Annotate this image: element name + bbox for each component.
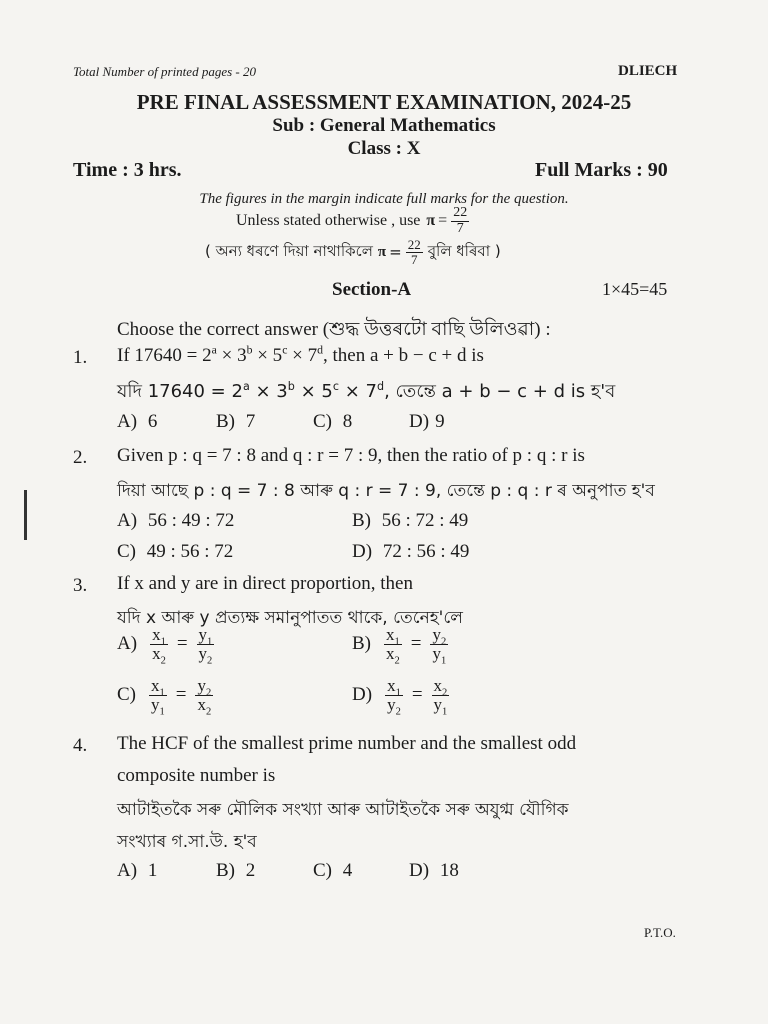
pi-instruction-en-text: Unless stated otherwise , use	[236, 212, 421, 230]
question-2-option-a[interactable]: A) 56 : 49 : 72	[117, 510, 235, 531]
question-4-number: 4.	[73, 735, 88, 756]
question-2-option-c[interactable]: C) 49 : 56 : 72	[117, 541, 234, 562]
margin-mark	[24, 490, 27, 540]
question-2-option-b[interactable]: B) 56 : 72 : 49	[352, 510, 469, 531]
fraction: $\frac{x_1}{x_2}$	[152, 625, 166, 667]
section-instruction: Choose the correct answer (শুদ্ধ উত্তৰটো বাছি উলিওৱা) :	[117, 319, 551, 340]
question-4-assamese-line1: আটাইতকৈ সৰু মৌলিক সংখ্যা আৰু আটাইতকৈ সৰু অযুগ্ম যৌগিক	[117, 800, 569, 820]
question-1-option-c[interactable]: C) 8	[313, 411, 353, 432]
question-1-number: 1.	[73, 347, 88, 368]
section-marks: 1×45=45	[602, 279, 668, 299]
question-4-assamese-line2: সংখ্যাৰ গ.সা.উ. হ'ব	[117, 832, 257, 852]
fraction: $\frac{y_1}{y_2}$	[198, 625, 213, 667]
pi-symbol: π	[426, 212, 436, 230]
full-marks-label: Full Marks : 90	[535, 159, 668, 181]
class-line: Class : X	[347, 138, 421, 159]
pi-fraction-as	[406, 238, 423, 266]
fraction: $\frac{x_1}{y_2}$	[387, 676, 401, 718]
question-3-option-a[interactable]: A) $\frac{x_1}{x_2}$ = $\frac{y_1}{y_2}$	[117, 625, 213, 667]
pi-instruction-english: Unless stated otherwise , use π = $\frac{22}{7}$	[236, 205, 468, 236]
question-3-option-b[interactable]: B) $\frac{x_1}{x_2}$ = $\frac{y_2}{y_1}$	[352, 625, 447, 667]
time-label: Time : 3 hrs.	[73, 159, 182, 181]
question-1-assamese: যদি $17640 = 2^a \times 3^b \times 5^c \times 7^d$, তেন্তে a + b − c + d is হ'ব	[117, 380, 616, 402]
question-2-english: Given p : q = 7 : 8 and q : r = 7 : 9, then the ratio of p : q : r is	[117, 445, 585, 466]
exam-title: PRE FINAL ASSESSMENT EXAMINATION, 2024-25	[136, 90, 632, 114]
question-2-assamese: দিয়া আছে p : q = 7 : 8 আৰু q : r = 7 : 9, তেন্তে p : q : r ৰ অনুপাত হ'ব	[117, 481, 655, 501]
question-3-option-d[interactable]: D) $\frac{x_1}{y_2}$ = $\frac{x_2}{y_1}$	[352, 676, 448, 718]
question-3-english: If x and y are in direct proportion, then	[117, 573, 413, 594]
question-4-option-c[interactable]: C) 4	[313, 860, 353, 881]
pi-denominator-as: 7	[410, 251, 418, 267]
question-4-english-line2: composite number is	[117, 765, 276, 786]
printed-pages-note: Total Number of printed pages - 20	[73, 64, 256, 79]
question-1-english: If $17640 = 2^a \times 3^b \times 5^c \times 7^d$, then a + b − c + d is	[117, 343, 484, 366]
pi-numerator: 22	[453, 205, 468, 220]
pi-symbol-as: π	[377, 243, 387, 260]
pi-numerator-as: 22	[407, 237, 421, 252]
question-3-option-c[interactable]: C) $\frac{x_1}{y_1}$ = $\frac{y_2}{x_2}$	[117, 676, 212, 718]
fraction: $\frac{x_1}{x_2}$	[386, 625, 400, 667]
margin-instruction: The figures in the margin indicate full marks for the question.	[199, 191, 569, 207]
fraction: $\frac{x_2}{y_1}$	[433, 676, 448, 718]
question-4-english-line1: The HCF of the smallest prime number and the smallest odd	[117, 733, 577, 754]
pto-label: P.T.O.	[644, 925, 676, 940]
question-2-option-d[interactable]: D) 72 : 56 : 49	[352, 541, 470, 562]
pi-instruction-assamese: ( অন্য ধৰণে দিয়া নাথাকিলে π = $\frac{22}{7}$ বুলি ধৰিবা )	[205, 237, 501, 267]
question-3-number: 3.	[73, 575, 88, 596]
paper-code: DLIECH	[618, 63, 678, 79]
question-1-option-d[interactable]: D) 9	[409, 411, 445, 432]
question-4-option-b[interactable]: B) 2	[216, 860, 256, 881]
pi-denominator: 7	[456, 220, 464, 236]
fraction: $\frac{y_2}{x_2}$	[197, 676, 212, 718]
pi-instruction-as-text: ( অন্য ধৰণে দিয়া নাথাকিলে	[205, 241, 373, 260]
question-1-option-b[interactable]: B) 7	[216, 411, 256, 432]
pi-instruction-as-suffix: বুলি ধৰিবা )	[427, 241, 501, 260]
pi-fraction	[451, 206, 469, 236]
fraction: $\frac{x_1}{y_1}$	[151, 676, 165, 718]
section-title: Section-A	[332, 279, 412, 300]
subject-line: Sub : General Mathematics	[272, 115, 496, 136]
question-3-assamese: যদি x আৰু y প্ৰত্যক্ষ সমানুপাতত থাকে, তেনেহ'লে	[117, 608, 463, 628]
question-1-option-a[interactable]: A) 6	[117, 411, 158, 432]
fraction: $\frac{y_2}{y_1}$	[432, 625, 447, 667]
question-4-option-a[interactable]: A) 1	[117, 860, 158, 881]
question-4-option-d[interactable]: D) 18	[409, 860, 459, 881]
question-2-number: 2.	[73, 447, 88, 468]
